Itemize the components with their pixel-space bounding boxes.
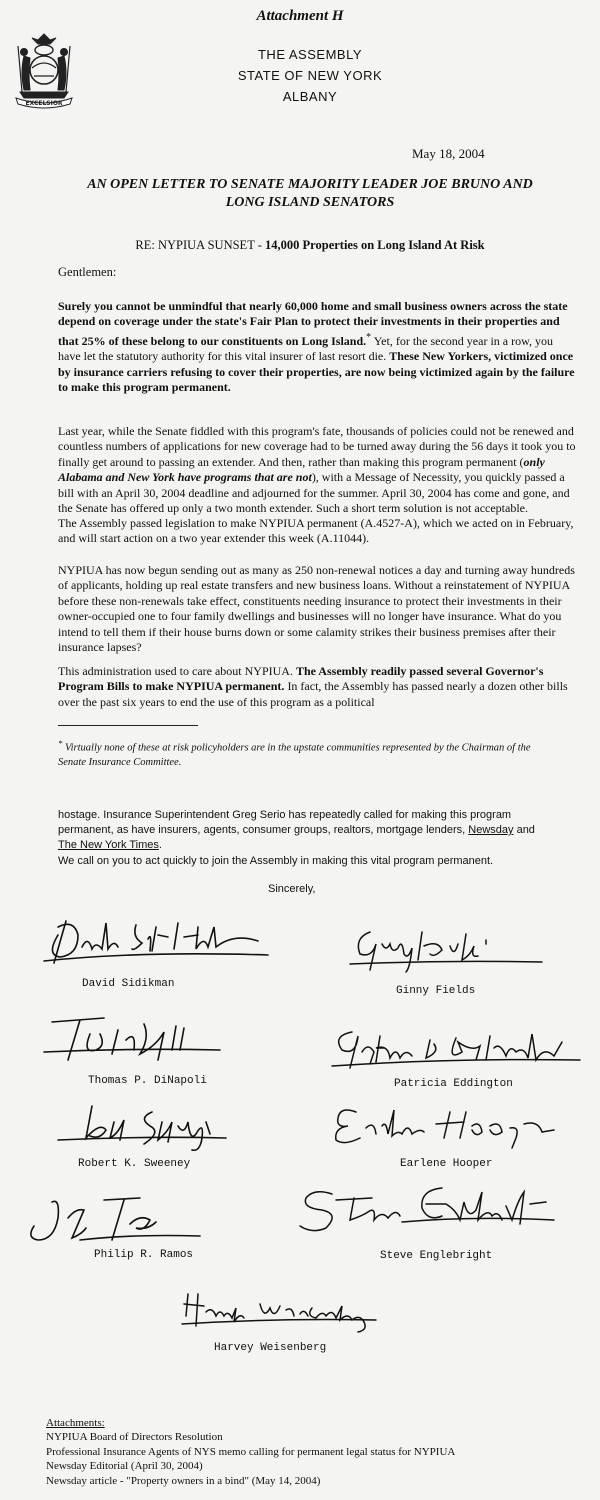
signatory-name-1: David Sidikman — [82, 978, 175, 990]
signatory-name-8: Steve Englebright — [380, 1250, 493, 1262]
letter-date: May 18, 2004 — [412, 146, 485, 161]
paragraph-6 — [58, 808, 558, 853]
attachments-list — [46, 1416, 455, 1488]
p2-text-b: ), with a Message of Necessity, you quickly passed a bill with an April 30, 2004 deadline and adjourned for the summer. April 30, 2004 has come and gone, and the Senate has offered up only a two month extender. Such a short term solution is not acceptable. — [58, 470, 570, 516]
footnote-divider — [58, 725, 198, 726]
letterhead-line-3: ALBANY — [282, 89, 338, 104]
letterhead-line-1: THE ASSEMBLY — [257, 47, 362, 62]
footnote-star: * — [58, 738, 63, 748]
paragraph-7: We call on you to act quickly to join the Assembly in making this vital program permanent. — [58, 855, 494, 867]
signature-earlene-hooper — [326, 1098, 566, 1156]
attachment-label: Attachment H — [256, 8, 344, 24]
signatory-name-6: Earlene Hooper — [400, 1158, 493, 1170]
paragraph-5 — [58, 664, 576, 710]
footnote-text: Virtually none of these at risk policyholders are in the upstate communities represented by the Chairman of the Senate Insurance Committee. — [58, 742, 531, 768]
p6-end: . — [158, 839, 162, 851]
signature-thomas-dinapoli — [40, 1010, 230, 1068]
paragraph-4: NYPIUA has now begun sending out as many as 250 non-renewal notices a day and turning away hundreds of applicants, holding up real estate transfers and new business loans. Without a reinstatement of NYPIUA before these non-renewals take effect, constituents needing insurance to protect their investments in their owner-occupied one to four family dwellings and businesses will no longer have insurance. What do you intend to tell them if their house burns down or some calamity strikes their business premises after their insurance lapses? — [58, 563, 575, 655]
signatory-name-3: Thomas P. DiNapoli — [88, 1075, 207, 1087]
paragraph-2 — [58, 424, 576, 516]
letter-title-line-2: LONG ISLAND SENATORS — [225, 195, 395, 210]
p1-text: Yet, for the second year in a row, you have let the statutory authority for this vital insurer of last resort die. — [58, 333, 554, 364]
p5-bold: The Assembly readily passed several Governor's Program Bills to make NYPIUA permanent. — [58, 664, 544, 694]
nyt-reference: The New York Times — [58, 839, 159, 851]
paragraph-1 — [58, 299, 576, 395]
footnote — [58, 736, 558, 770]
signature-steve-englebright — [292, 1180, 562, 1242]
p6-text: hostage. Insurance Superintendent Greg Serio has repeatedly called for making this program permanent, as have insurers, agents, consumer groups, realtors, mortgage lenders, — [58, 809, 512, 836]
p6-and: and — [513, 824, 535, 836]
p5-text-a: This administration used to care about NYPIUA. — [58, 664, 296, 678]
footnote-marker: * — [366, 331, 372, 343]
attachment-item: Professional Insurance Agents of NYS memo calling for permanent legal status for NYPIUA — [46, 1445, 456, 1458]
letter-title-line-1: AN OPEN LETTER TO SENATE MAJORITY LEADER JOE BRUNO AND — [87, 177, 533, 192]
signature-harvey-weisenberg — [176, 1286, 396, 1341]
p5-text-b: In fact, the Assembly has passed nearly a dozen other bills over the past six years to end the use of this program as a political — [58, 679, 568, 709]
signature-ginny-fields — [346, 918, 546, 978]
subject-line — [40, 238, 580, 253]
signatory-name-5: Robert K. Sweeney — [78, 1158, 191, 1170]
paragraph-3: The Assembly passed legislation to make NYPIUA permanent (A.4527-A), which we acted on in February, and will start action on a two year extender this week (A.11044). — [58, 516, 574, 546]
signatory-name-2: Ginny Fields — [396, 985, 476, 997]
attachment-item: Newsday Editorial (April 30, 2004) — [46, 1460, 203, 1473]
signature-david-sidikman — [38, 905, 278, 970]
subject-prefix: RE: NYPIUA SUNSET - — [135, 238, 266, 252]
p1-bold-lead: Surely you cannot be unmindful that nearly 60,000 home and small business owners across the state depend on coverage under the state's Fair Plan to protect their investments in their properties and that 25% of these belong to our constituents on Long Island. — [58, 299, 568, 348]
newsday-reference: Newsday — [468, 824, 514, 836]
salutation: Gentlemen: — [58, 265, 117, 279]
new-york-state-seal-icon — [10, 32, 78, 110]
letterhead-line-2: STATE OF NEW YORK — [237, 68, 383, 83]
letterhead — [180, 44, 440, 107]
attachment-item: Newsday article - "Property owners in a bind" (May 14, 2004) — [46, 1474, 321, 1487]
signatory-name-7: Philip R. Ramos — [94, 1249, 194, 1261]
signatory-name-9: Harvey Weisenberg — [214, 1342, 327, 1354]
signatory-name-4: Patricia Eddington — [394, 1078, 513, 1090]
p1-bold-close: These New Yorkers, victimized once by insurance carriers refusing to cover their properties, are now being victimized again by the failure to make this program permanent. — [58, 349, 575, 395]
seal-motto: EXCELSIOR — [25, 100, 63, 107]
signature-philip-ramos — [20, 1188, 230, 1250]
attachments-heading: Attachments: — [46, 1417, 105, 1429]
signature-robert-sweeney — [56, 1098, 236, 1156]
p2-text-a: Last year, while the Senate fiddled with this program's fate, thousands of policies could not be renewed and countless numbers of applications for new coverage had to be turned away during the 56 days it took you to finally get around to passing an extender. And then, rather than making this program permanent ( — [58, 424, 576, 469]
signature-patricia-eddington — [330, 1022, 590, 1077]
subject-emphasis: 14,000 Properties on Long Island At Risk — [265, 238, 485, 252]
closing: Sincerely, — [268, 883, 316, 895]
letter-title — [40, 176, 580, 212]
p2-italic: only Alabama and New York have programs that are not — [58, 454, 545, 485]
attachment-item: NYPIUA Board of Directors Resolution — [46, 1431, 223, 1444]
